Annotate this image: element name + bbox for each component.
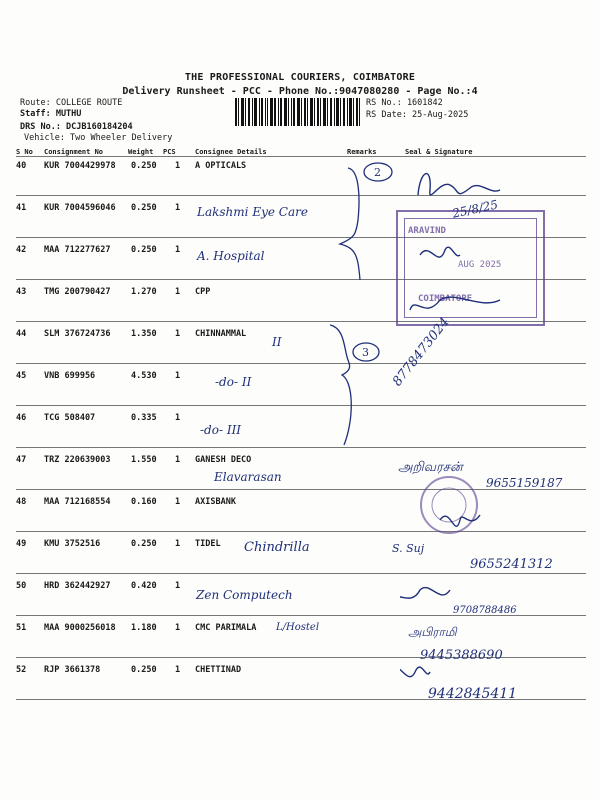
row-weight: 1.270: [131, 287, 157, 297]
row-consignment: MAA 712277627: [44, 245, 111, 255]
row-details: A OPTICALS: [195, 161, 247, 171]
stamp-aravind-text: ARAVIND: [408, 226, 446, 236]
hw-phone-4: 9708788486: [453, 605, 517, 616]
hw-tamil-1: அறிவரசன்: [398, 460, 463, 475]
vehicle-label: Vehicle: Two Wheeler Delivery: [24, 133, 173, 143]
row-pcs: 1: [175, 413, 181, 423]
row-consignment: RJP 3661378: [44, 665, 101, 675]
row-weight: 0.420: [131, 581, 157, 591]
row-pcs: 1: [175, 581, 181, 591]
row-weight: 0.160: [131, 497, 157, 507]
hw-hostel: L/Hostel: [276, 622, 320, 633]
hw-chindrilla: Chindrilla: [244, 540, 310, 555]
row-weight: 0.250: [131, 245, 157, 255]
row-weight: 0.250: [131, 161, 157, 171]
row-pcs: 1: [175, 539, 181, 549]
hw-elavarasan: Elavarasan: [214, 470, 282, 484]
drs-number: DRS No.: DCJB160184204: [20, 122, 133, 132]
hw-hospital: A. Hospital: [197, 249, 265, 263]
row-weight: 1.180: [131, 623, 157, 633]
row-sno: 51: [16, 623, 27, 633]
row-consignment: VNB 699956: [44, 371, 96, 381]
barcode: [235, 98, 360, 126]
row-sno: 40: [16, 161, 27, 171]
circle-2: 2: [374, 166, 381, 179]
hw-remark-45: -do- II: [215, 375, 252, 389]
row-sno: 42: [16, 245, 27, 255]
company-title: THE PROFESSIONAL COURIERS, COIMBATORE: [184, 72, 416, 83]
col-weight: Weight: [128, 148, 154, 156]
col-consignment: Consignment No: [44, 148, 104, 156]
row-pcs: 1: [175, 623, 181, 633]
hw-phone-6: 9442845411: [428, 686, 518, 702]
row-consignment: MAA 712168554: [44, 497, 111, 507]
row-consignment: TRZ 220639003: [44, 455, 111, 465]
col-seal: Seal & Signature: [405, 148, 473, 156]
row-details: GANESH DECO: [195, 455, 252, 465]
row-weight: 0.250: [131, 539, 157, 549]
row-weight: 1.550: [131, 455, 157, 465]
brace-marks: [330, 160, 400, 460]
row-details: CPP: [195, 287, 211, 297]
row-weight: 1.350: [131, 329, 157, 339]
row-pcs: 1: [175, 455, 181, 465]
row-sno: 48: [16, 497, 27, 507]
row-weight: 0.250: [131, 665, 157, 675]
row-pcs: 1: [175, 161, 181, 171]
row-pcs: 1: [175, 329, 181, 339]
row-consignment: KUR 7004596046: [44, 203, 116, 213]
row-pcs: 1: [175, 245, 181, 255]
row-details: CHETTINAD: [195, 665, 242, 675]
route-label: Route: COLLEGE ROUTE: [20, 98, 123, 108]
col-details: Consignee Details: [195, 148, 267, 156]
row-sno: 50: [16, 581, 27, 591]
staff-label: Staff: MUTHU: [20, 109, 82, 119]
hw-remark-46: -do- III: [200, 423, 242, 437]
row-sno: 45: [16, 371, 27, 381]
row-consignment: SLM 376724736: [44, 329, 111, 339]
row-sno: 47: [16, 455, 27, 465]
stamp-date-text: AUG 2025: [458, 260, 502, 270]
row-consignment: TMG 200790427: [44, 287, 111, 297]
row-sno: 41: [16, 203, 27, 213]
runsheet-subtitle: Delivery Runsheet - PCC - Phone No.:9047080280 - Page No.:4: [122, 86, 478, 97]
row-details: TIDEL: [195, 539, 221, 549]
hw-phone-3: 9655241312: [470, 557, 553, 572]
row-pcs: 1: [175, 287, 181, 297]
row-details: AXISBANK: [195, 497, 236, 507]
hw-phone-2: 9655159187: [486, 476, 563, 490]
row-weight: 0.250: [131, 203, 157, 213]
hw-phone-1: 8778473024: [390, 314, 453, 390]
col-pcs: PCS: [163, 148, 176, 156]
hw-lakshmi: Lakshmi Eye Care: [197, 205, 308, 219]
row-consignment: KMU 3752516: [44, 539, 101, 549]
hw-sig-date: 25/8/25: [451, 197, 500, 221]
row-consignment: KUR 7004429978: [44, 161, 116, 171]
row-sno: 43: [16, 287, 27, 297]
row-sno: 44: [16, 329, 27, 339]
row-weight: 0.335: [131, 413, 157, 423]
row-weight: 4.530: [131, 371, 157, 381]
col-remarks: Remarks: [347, 148, 377, 156]
row-sno: 52: [16, 665, 27, 675]
row-pcs: 1: [175, 665, 181, 675]
circle-3: 3: [362, 346, 369, 359]
row-details: CMC PARIMALA: [195, 623, 257, 633]
row-pcs: 1: [175, 497, 181, 507]
row-pcs: 1: [175, 203, 181, 213]
row-consignment: MAA 9000256018: [44, 623, 116, 633]
hw-phone-5: 9445388690: [420, 648, 503, 663]
row-consignment: HRD 362442927: [44, 581, 111, 591]
row-pcs: 1: [175, 371, 181, 381]
col-sno: S No: [16, 148, 33, 156]
rs-date: RS Date: 25-Aug-2025: [366, 110, 469, 120]
hw-remark-44: II: [272, 335, 282, 349]
rs-number: RS No.: 1601842: [366, 98, 443, 108]
row-consignment: TCG 508407: [44, 413, 96, 423]
hw-zen: Zen Computech: [196, 588, 293, 602]
header-rule: [16, 156, 586, 157]
hw-sig-name: S. Suj: [392, 542, 425, 555]
row-details: CHINNAMMAL: [195, 329, 247, 339]
row-sno: 46: [16, 413, 27, 423]
hw-tamil-2: அபிராமி: [408, 625, 457, 639]
stamp-coimbatore-text: COIMBATORE: [418, 294, 473, 304]
row-sno: 49: [16, 539, 27, 549]
